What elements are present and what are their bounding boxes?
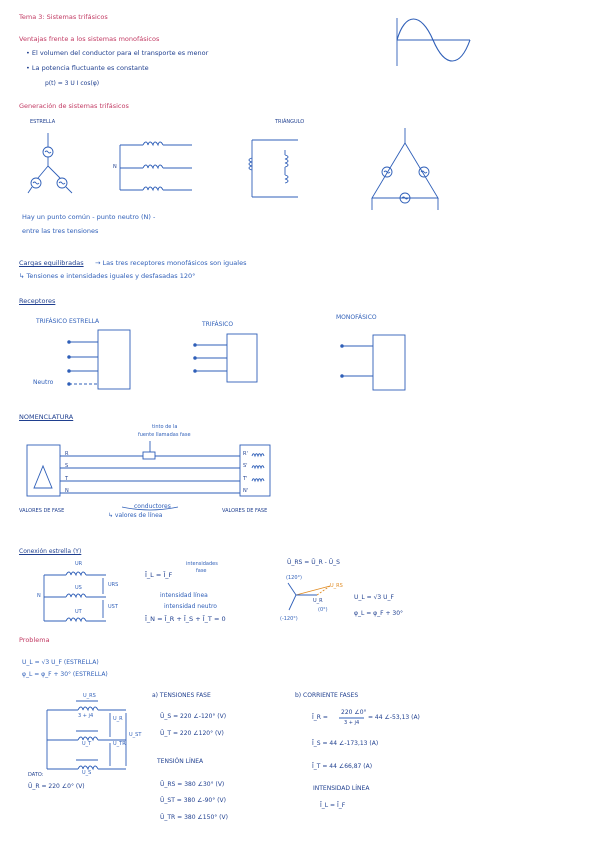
balanced-load-title: Cargas equilibradas bbox=[19, 259, 84, 267]
fuse-note-1: tinto de la bbox=[152, 424, 178, 430]
given-2: φ_L = φ_F + 30° (ESTRELLA) bbox=[22, 671, 108, 678]
terminal-s-prime: S' bbox=[243, 463, 248, 469]
delta-label: TRIÁNGULO bbox=[275, 119, 305, 125]
load-label: 3 + j4 bbox=[78, 713, 94, 719]
data-title: DATO: bbox=[28, 772, 44, 778]
terminal-n-prime: N' bbox=[243, 488, 249, 494]
receptor-single-phase-label: MONOFÁSICO bbox=[336, 314, 377, 321]
current-r-result: = 44 ∠-53,13 (A) bbox=[368, 714, 420, 721]
terminal-r: R bbox=[65, 451, 69, 457]
neutral-note-2: entre las tres tensiones bbox=[22, 227, 99, 235]
phasor-diagram bbox=[288, 583, 330, 610]
star-ur-label: UR bbox=[75, 561, 83, 567]
angle-neg120-label: (-120°) bbox=[280, 616, 298, 622]
advantage-item-2: • La potencia fluctuante es constante bbox=[26, 64, 149, 72]
part-b-heading: b) CORRIENTE FASES bbox=[295, 692, 359, 699]
terminal-t-prime: T' bbox=[243, 476, 248, 482]
star-ut-label: UT bbox=[75, 609, 82, 615]
diag-utr-label: U_TR bbox=[113, 741, 126, 747]
generation-heading: Generación de sistemas trifásicos bbox=[19, 102, 129, 110]
power-formula: p(t) = 3 U I cos(φ) bbox=[45, 80, 100, 87]
given-1: U_L = √3 U_F (ESTRELLA) bbox=[22, 659, 99, 666]
line-voltage-heading: TENSIÓN LÍNEA bbox=[157, 758, 204, 765]
line-current-eq: Ī_L = Ī_F bbox=[320, 802, 346, 809]
receptors-heading: Receptores bbox=[19, 297, 56, 305]
diag-urs-label: U_RS bbox=[83, 693, 96, 699]
relation-voltage: U_L = √3 U_F bbox=[354, 594, 394, 601]
receptor-star-box bbox=[68, 330, 130, 389]
phase-values-right-label: VALORES DE FASE bbox=[222, 508, 268, 514]
star-label: ESTRELLA bbox=[30, 119, 56, 125]
problem-heading: Problema bbox=[19, 636, 50, 644]
star-generator-diagram bbox=[28, 133, 72, 193]
line-values-label: ↳ valores de línea bbox=[108, 512, 163, 519]
problem-circuit-diagram bbox=[47, 701, 126, 769]
line-current-heading: INTENSIDAD LÍNEA bbox=[313, 785, 370, 792]
page-title: Tema 3: Sistemas trifásicos bbox=[19, 13, 108, 21]
data-value: Ū_R = 220 ∠0° (V) bbox=[28, 783, 85, 790]
note-line-current: intensidad línea bbox=[160, 592, 208, 599]
phasor-urs-label: U_RS bbox=[330, 583, 343, 589]
sine-wave-icon bbox=[397, 18, 470, 66]
advantage-item-1: • El volumen del conductor para el transporte es menor bbox=[26, 49, 209, 57]
terminal-s: S bbox=[65, 463, 69, 469]
terminal-r-prime: R' bbox=[243, 451, 248, 457]
phase-voltage-s: Ū_S = 220 ∠-120° (V) bbox=[160, 713, 227, 720]
star-urs-label: URS bbox=[108, 582, 119, 588]
phase-voltage-t: Ū_T = 220 ∠120° (V) bbox=[160, 730, 224, 737]
star-n-label: N bbox=[37, 593, 41, 599]
balanced-load-desc: → Las tres receptores monofásicos son iguales bbox=[95, 259, 247, 267]
current-r-denominator: 3 + j4 bbox=[344, 720, 360, 726]
diag-ur-label: U_R bbox=[113, 716, 123, 722]
terminal-n: N bbox=[65, 488, 69, 494]
neutral-note-1: Hay un punto común - punto neutro (N) - bbox=[22, 213, 156, 221]
note-neutral-current: intensidad neutro bbox=[164, 603, 217, 610]
part-a-heading: a) TENSIONES FASE bbox=[152, 692, 211, 699]
diag-us-label: U_S bbox=[82, 770, 92, 776]
delta-coils-diagram bbox=[249, 140, 298, 197]
star-neutral-label: N bbox=[113, 164, 117, 170]
line-voltage-st: Ū_ST = 380 ∠-90° (V) bbox=[160, 797, 226, 804]
receptor-three-phase-label: TRIFÁSICO bbox=[202, 321, 234, 328]
current-r-numerator: 220 ∠0° bbox=[341, 709, 367, 716]
neutral-label: Neutro bbox=[33, 379, 54, 386]
current-s: Ī_S = 44 ∠-173,13 (A) bbox=[312, 740, 379, 747]
balanced-load-desc-2: ↳ Tensiones e intensidades iguales y desfasadas 120° bbox=[19, 272, 196, 280]
receptor-single-phase-box bbox=[341, 335, 405, 390]
relation-angle: φ_L = φ_F + 30° bbox=[354, 610, 404, 617]
nomenclature-heading: NOMENCLATURA bbox=[19, 413, 74, 421]
angle-120-label: (120°) bbox=[286, 575, 302, 581]
eq-line-current: Ī_L = Ī_F bbox=[145, 571, 173, 579]
diag-ust-label: U_ST bbox=[129, 732, 142, 738]
delta-generator-diagram bbox=[372, 128, 438, 210]
star-coils-diagram bbox=[120, 142, 192, 190]
star-connection-heading: Conexión estrella (Y) bbox=[19, 548, 82, 555]
diag-ut-label: U_T bbox=[82, 741, 92, 747]
note-phase-currents-1: intensidades bbox=[186, 561, 218, 567]
current-r-label: Ī_R = bbox=[312, 714, 328, 721]
angle-0-label: (0°) bbox=[318, 607, 328, 613]
receptor-star-label: TRIFÁSICO ESTRELLA bbox=[36, 318, 100, 325]
phase-values-label: VALORES DE FASE bbox=[19, 508, 65, 514]
eq-neutral-current: Ī_N = Ī_R + Ī_S + Ī_T = 0 bbox=[145, 615, 226, 623]
terminal-t: T bbox=[65, 476, 69, 482]
nomenclature-diagram bbox=[27, 441, 270, 510]
star-us-label: US bbox=[75, 585, 82, 591]
current-t: Ī_T = 44 ∠66,87 (A) bbox=[312, 763, 373, 770]
star-ust-label: UST bbox=[108, 604, 118, 610]
phasor-equation: Ū_RS = Ū_R - Ū_S bbox=[287, 559, 340, 566]
fuse-note-2: fuente llamadas fase bbox=[138, 432, 191, 438]
note-phase-currents-2: fase bbox=[196, 568, 207, 574]
line-voltage-tr: Ū_TR = 380 ∠150° (V) bbox=[160, 814, 228, 821]
conductors-label: conductores bbox=[134, 503, 171, 510]
line-voltage-rs: Ū_RS = 380 ∠30° (V) bbox=[160, 781, 225, 788]
advantages-heading: Ventajas frente a los sistemas monofásicos bbox=[19, 35, 160, 43]
phasor-ur-label: U_R bbox=[313, 598, 323, 604]
receptor-three-phase-box bbox=[194, 334, 257, 382]
